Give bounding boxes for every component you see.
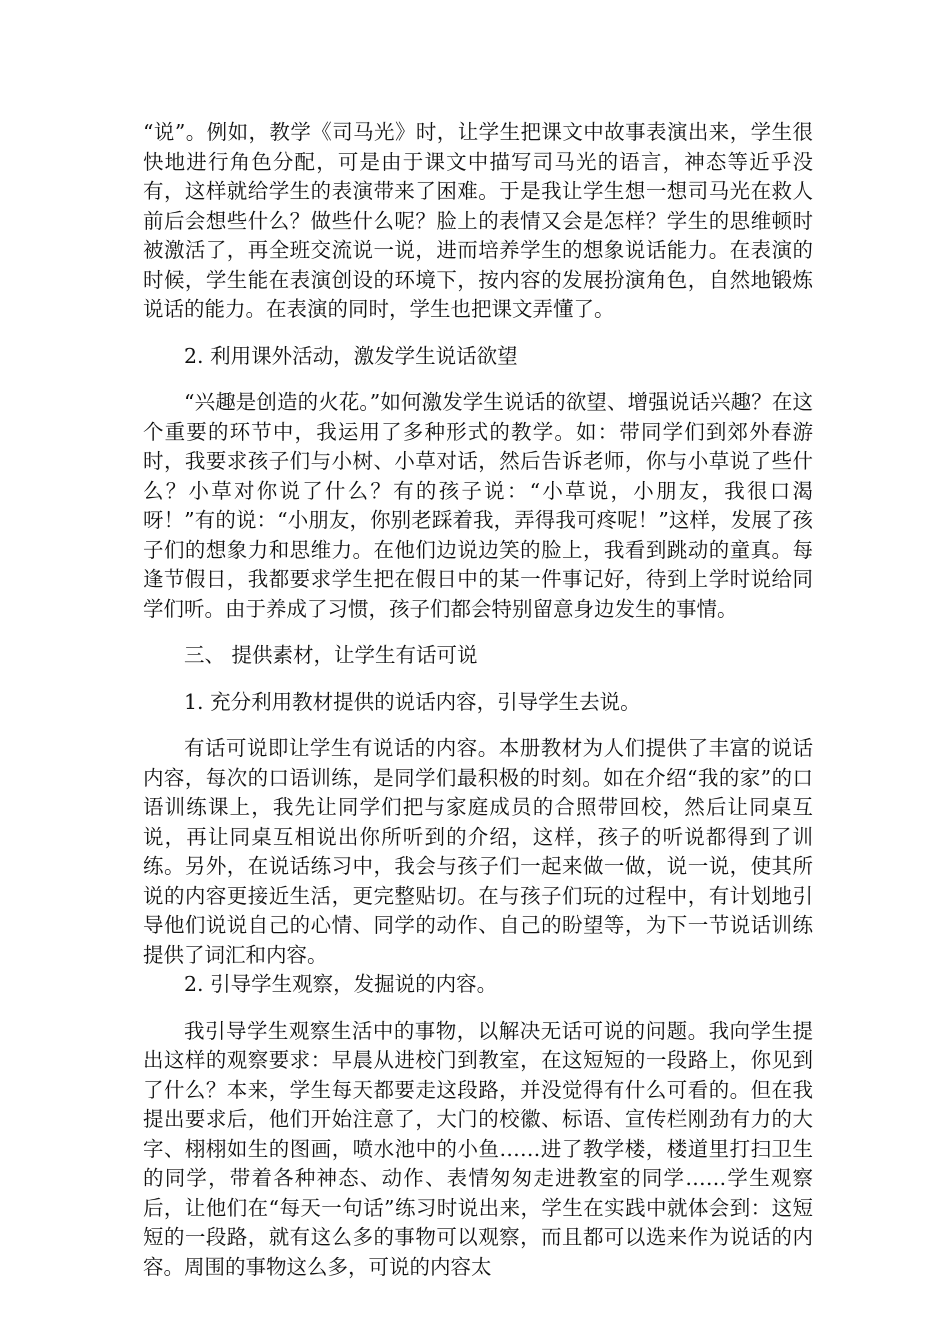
section-heading-materials: 三、 提供素材，让学生有话可说 [184,643,478,667]
heading-textbook-content: 1. 充分利用教材提供的说话内容，引导学生去说。 [184,689,641,714]
paragraph-sima-guang: “说”。例如，教学《司马光》时，让学生把课文中故事表演出来，学生很快地进行角色分配，可是由于课文中描写司马光的语言，神态等近乎没有，这样就给学生的表演带来了困难。于是我让学生想一想司马光在救人前后会想些什么？做些什么呢？脸上的表情又会是怎样？学生的思维顿时被激活了，再全班交流说一说，进而培养学生的想象说话能力。在表演的时候，学生能在表演创设的环境下，按内容的发展扮演角色，自然地锻炼说话的能力。在表演的同时，学生也把课文弄懂了。 [143,120,813,321]
document-body [143,118,813,1282]
heading-observation: 2. 引导学生观察，发掘说的内容。 [184,972,498,996]
paragraph-interest: “兴趣是创造的火花。”如何激发学生说话的欲望、增强说话兴趣？在这个重要的环节中，我运用了多种形式的教学。如：带同学们到郊外春游时，我要求孩子们与小树、小草对话，然后告诉老师，你与小草说了些什么？小草对你说了什么？有的孩子说：“小草说，小朋友，我很口渴呀！”有的说：“小朋友，你别老踩着我，弄得我可疼呢！”这样，发展了孩子们的想象力和思维力。在他们边说边笑的脸上，我看到跳动的童真。每逢节假日，我都要求学生把在假日中的某一件事记好，待到上学时说给同学们听。由于养成了习惯，孩子们都会特别留意身边发生的事情。 [143,390,813,621]
heading-extracurricular: 2. 利用课外活动，激发学生说话欲望 [184,343,518,368]
paragraph-observation: 我引导学生观察生活中的事物，以解决无话可说的问题。我向学生提出这样的观察要求：早晨从进校门到教室，在这短短的一段路上，你见到了什么？本来，学生每天都要走这段路，并没觉得有什么可看的。但在我提出要求后，他们开始注意了，大门的校徽、标语、宣传栏刚劲有力的大字、栩栩如生的图画，喷水池中的小鱼……进了教学楼，楼道里打扫卫生的同学，带着各种神态、动作、表情匆匆走进教室的同学……学生观察后，让他们在“每天一句话”练习时说出来，学生在实践中就体会到：这短短的一段路，就有这么多的事物可以观察，而且都可以选来作为说话的内容。周围的事物这么多，可说的内容太 [143,1018,813,1279]
paragraph-textbook: 有话可说即让学生有说话的内容。本册教材为人们提供了丰富的说话内容，每次的口语训练，是同学们最积极的时刻。如在介绍“我的家”的口语训练课上，我先让同学们把与家庭成员的合照带回校，然后让同桌互说，再让同桌互相说出你所听到的介绍，这样，孩子的听说都得到了训练。另外，在说话练习中，我会与孩子们一起来做一做，说一说，使其所说的内容更接近生活，更完整贴切。在与孩子们玩的过程中，有计划地引导他们说说自己的心情、同学的动作、自己的盼望等，为下一节说话训练提供了词汇和内容。 [143,736,813,967]
